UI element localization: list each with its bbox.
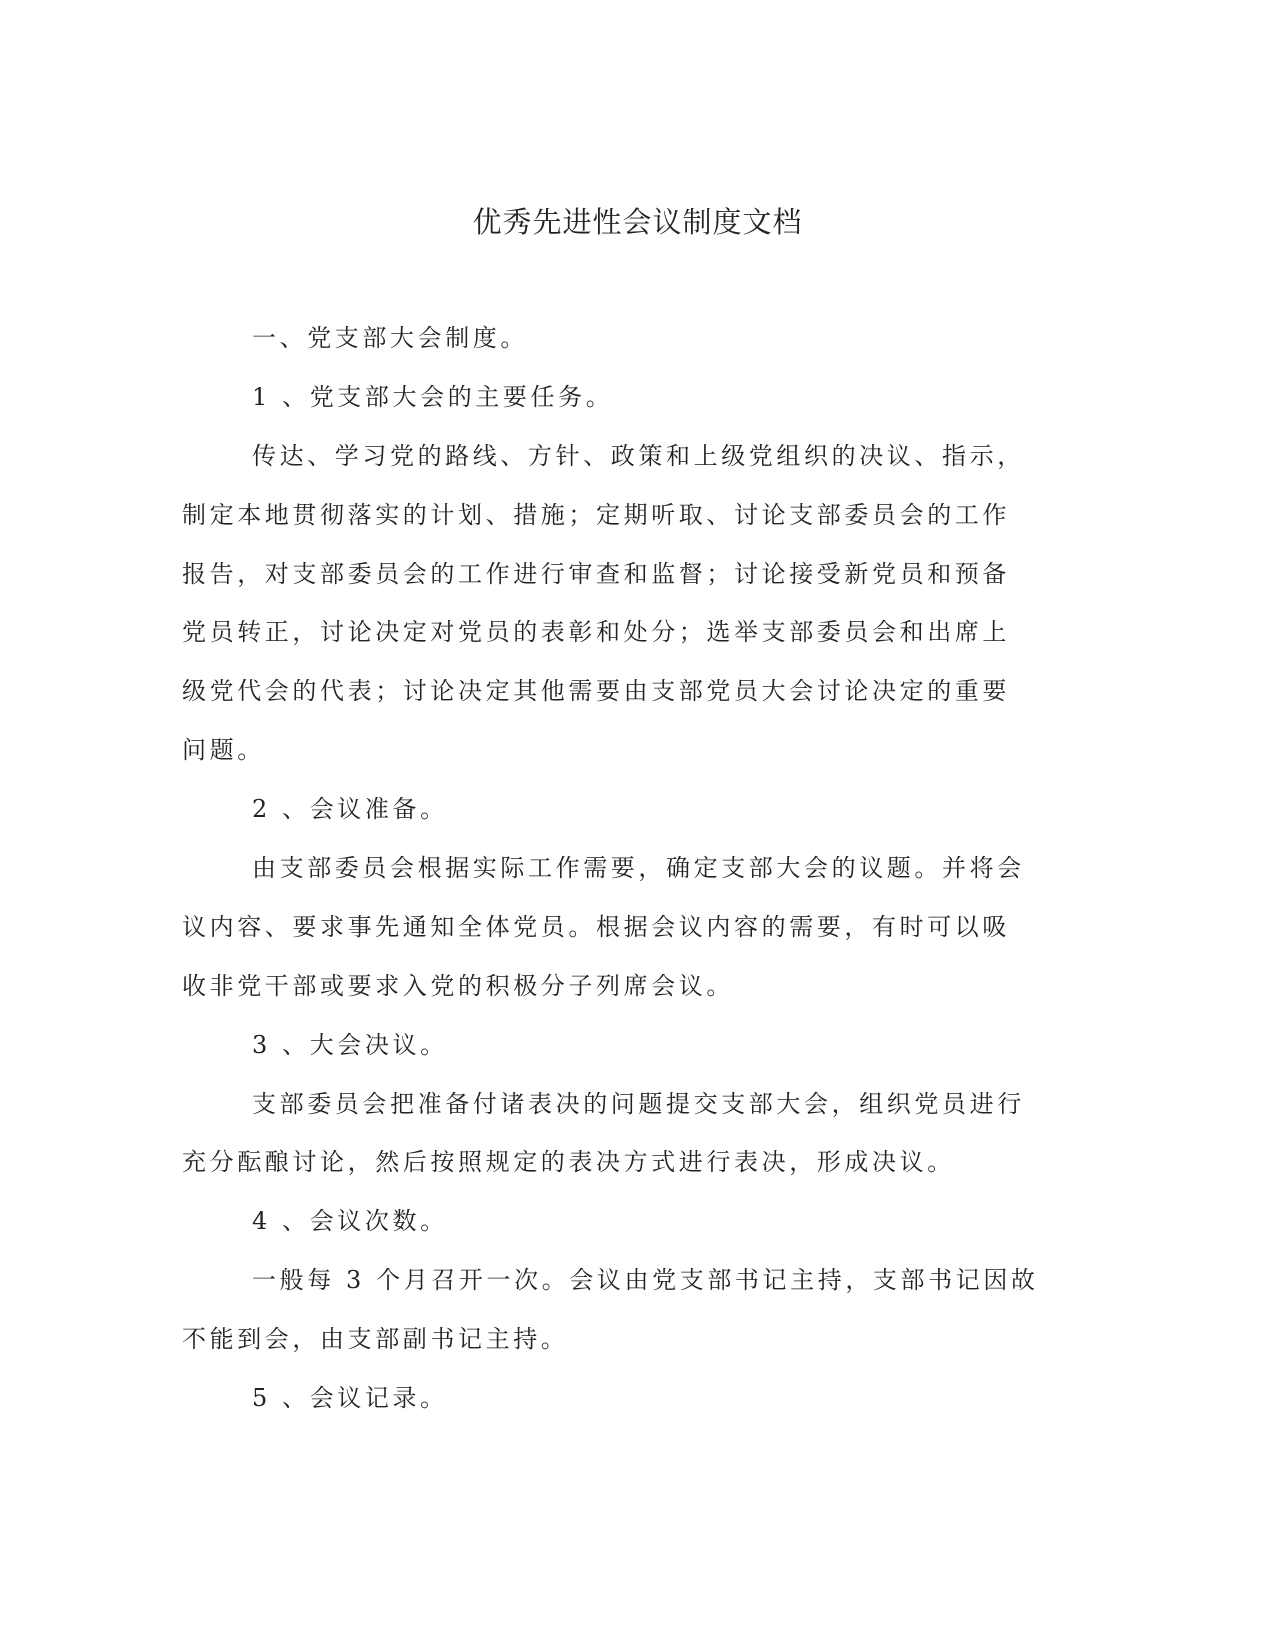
text-line: 问题。 [182,736,265,765]
text-line: 报告，对支部委员会的工作进行审查和监督；讨论接受新党员和预备 [182,559,1010,588]
text-line: 3 、大会决议。 [252,1030,448,1059]
text-line: 收非党干部或要求入党的积极分子列席会议。 [182,971,734,1000]
text-line: 制定本地贯彻落实的计划、措施；定期听取、讨论支部委员会的工作 [182,500,1010,529]
text-line: 1 、党支部大会的主要任务。 [252,382,614,411]
text-line: 级党代会的代表；讨论决定其他需要由支部党员大会讨论决定的重要 [182,677,1010,706]
document-title: 优秀先进性会议制度文档 [472,205,803,239]
text-line: 议内容、要求事先通知全体党员。根据会议内容的需要，有时可以吸 [182,912,1010,941]
text-line: 充分酝酿讨论，然后按照规定的表决方式进行表决，形成决议。 [182,1148,955,1177]
document-body [182,318,1062,1437]
text-line: 5 、会议记录。 [252,1384,448,1413]
text-line: 2 、会议准备。 [252,795,448,824]
text-line: 由支部委员会根据实际工作需要，确定支部大会的议题。并将会 [252,854,1025,883]
text-line: 一般每 3 个月召开一次。会议由党支部书记主持，支部书记因故 [252,1266,1039,1295]
text-line: 不能到会，由支部副书记主持。 [182,1325,569,1354]
text-line: 4 、会议次数。 [252,1207,448,1236]
text-line: 传达、学习党的路线、方针、政策和上级党组织的决议、指示， [252,441,1025,470]
text-line: 一、党支部大会制度。 [252,324,528,352]
text-line: 党员转正，讨论决定对党员的表彰和处分；选举支部委员会和出席上 [182,618,1010,647]
text-line: 支部委员会把准备付诸表决的问题提交支部大会，组织党员进行 [252,1089,1025,1118]
